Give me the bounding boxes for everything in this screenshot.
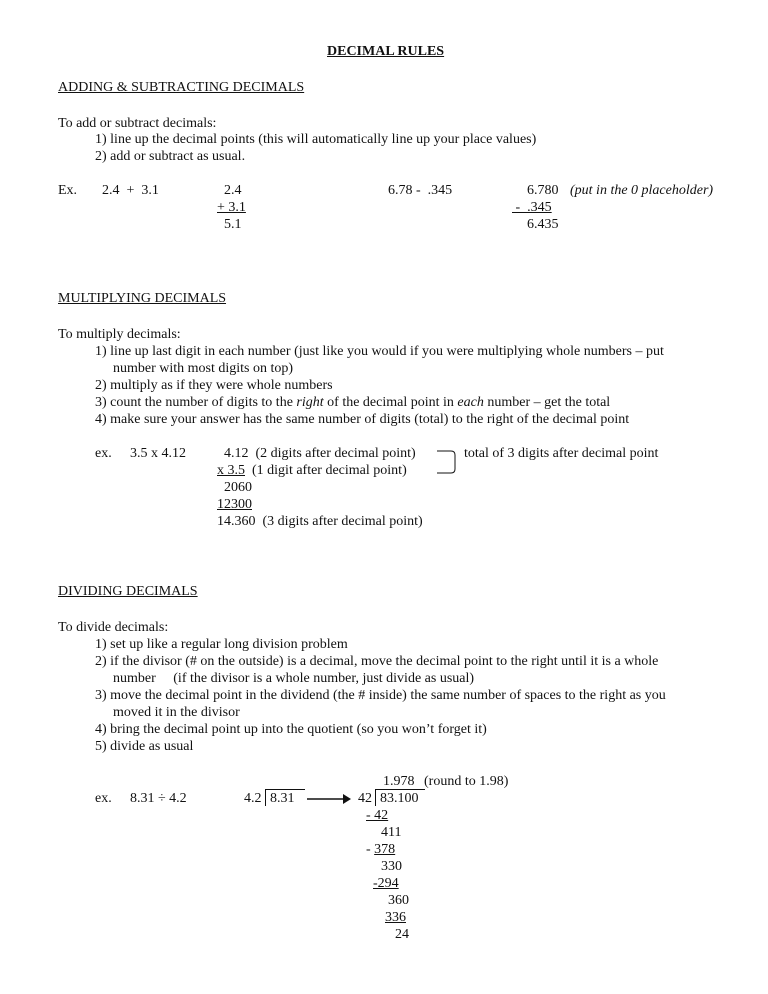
adding-ex1-top: 2.4 bbox=[224, 183, 242, 198]
div-step-3-cont: moved it in the divisor bbox=[113, 705, 240, 720]
div-work-4: 330 bbox=[381, 859, 402, 874]
adding-step-2: 2) add or subtract as usual. bbox=[95, 149, 246, 164]
mult-step-3-right: right bbox=[296, 395, 324, 410]
div-ex-problem: 8.31 ÷ 4.2 bbox=[130, 791, 187, 806]
section-heading-adding: ADDING & SUBTRACTING DECIMALS bbox=[58, 80, 305, 95]
div-step-4: 4) bring the decimal point up into the quotient (so you won’t forget it) bbox=[95, 722, 487, 737]
right-arrow-icon bbox=[305, 793, 353, 805]
div-work-1: - 42 bbox=[366, 808, 389, 823]
div-quotient: 1.978 bbox=[383, 774, 415, 789]
div-setup-bracket-horizontal bbox=[265, 789, 305, 790]
adding-ex2-top: 6.780 bbox=[527, 183, 559, 198]
mult-row-5: 14.360 (3 digits after decimal point) bbox=[217, 514, 423, 529]
page-title: DECIMAL RULES bbox=[327, 44, 445, 59]
div-work-5: -294 bbox=[373, 876, 399, 891]
div-work-7: 336 bbox=[385, 910, 406, 925]
adding-ex-label: Ex. bbox=[58, 183, 78, 198]
mult-step-1: 1) line up last digit in each number (just like you would if you were multiplying whole numbers – put bbox=[95, 344, 664, 359]
adding-ex2-note: (put in the 0 placeholder) bbox=[570, 183, 714, 198]
mult-row-3: 2060 bbox=[224, 480, 252, 495]
section-heading-dividing: DIVIDING DECIMALS bbox=[58, 584, 198, 599]
mult-step-3-b: of the decimal point in bbox=[323, 395, 458, 410]
mult-row-2-factor: x 3.5 bbox=[217, 463, 245, 478]
div-ex-label: ex. bbox=[95, 791, 112, 806]
adding-ex2-problem: 6.78 - .345 bbox=[388, 183, 453, 198]
div-divisor: 42 bbox=[358, 791, 372, 806]
div-work-3-value: 378 bbox=[374, 842, 396, 857]
section-heading-multiplying: MULTIPLYING DECIMALS bbox=[58, 291, 227, 306]
mult-row-4: 12300 bbox=[217, 497, 252, 512]
bracket-icon bbox=[435, 449, 461, 475]
adding-ex2-bottom: - .345 bbox=[512, 200, 552, 215]
adding-intro: To add or subtract decimals: bbox=[58, 116, 217, 131]
mult-step-3-each: each bbox=[457, 395, 484, 410]
div-setup-dividend: 8.31 bbox=[270, 791, 295, 806]
mult-step-3-a: 3) count the number of digits to the bbox=[95, 395, 297, 410]
mult-step-1-cont: number with most digits on top) bbox=[113, 361, 294, 376]
mult-ex-label: ex. bbox=[95, 446, 112, 461]
adding-ex2-result: 6.435 bbox=[527, 217, 559, 232]
div-intro: To divide decimals: bbox=[58, 620, 169, 635]
mult-step-3 bbox=[95, 395, 610, 411]
div-step-2: 2) if the divisor (# on the outside) is a decimal, move the decimal point to the right until it is a whole bbox=[95, 654, 659, 669]
div-step-3: 3) move the decimal point in the dividend (the # inside) the same number of spaces to the right as you bbox=[95, 688, 666, 703]
div-bracket-vertical bbox=[375, 789, 376, 806]
mult-row-1: 4.12 (2 digits after decimal point) bbox=[224, 446, 416, 461]
div-step-5: 5) divide as usual bbox=[95, 739, 194, 754]
mult-step-2: 2) multiply as if they were whole numbers bbox=[95, 378, 333, 393]
div-bracket-horizontal bbox=[375, 789, 425, 790]
div-setup-divisor: 4.2 bbox=[244, 791, 262, 806]
mult-ex-problem: 3.5 x 4.12 bbox=[130, 446, 186, 461]
adding-step-1: 1) line up the decimal points (this will automatically line up your place values) bbox=[95, 132, 537, 147]
div-step-2-cont: number (if the divisor is a whole number, just divide as usual) bbox=[113, 671, 475, 686]
adding-ex1-problem: 2.4 + 3.1 bbox=[102, 183, 159, 198]
div-step-1: 1) set up like a regular long division problem bbox=[95, 637, 348, 652]
mult-row-2-note: (1 digit after decimal point) bbox=[245, 463, 407, 478]
div-setup-bracket-vertical bbox=[265, 789, 266, 806]
div-work-3: - 378 bbox=[366, 842, 396, 857]
mult-step-4: 4) make sure your answer has the same number of digits (total) to the right of the decimal point bbox=[95, 412, 630, 427]
mult-row-2 bbox=[217, 463, 407, 479]
mult-step-3-c: number – get the total bbox=[483, 395, 611, 410]
mult-total-note: total of 3 digits after decimal point bbox=[464, 446, 659, 461]
div-work-2: 411 bbox=[381, 825, 402, 840]
div-dividend: 83.100 bbox=[380, 791, 419, 806]
adding-ex1-result: 5.1 bbox=[224, 217, 242, 232]
div-round-note: (round to 1.98) bbox=[424, 774, 509, 789]
mult-intro: To multiply decimals: bbox=[58, 327, 181, 342]
div-work-8: 24 bbox=[395, 927, 409, 942]
adding-ex1-bottom: + 3.1 bbox=[217, 200, 246, 215]
div-work-6: 360 bbox=[388, 893, 409, 908]
